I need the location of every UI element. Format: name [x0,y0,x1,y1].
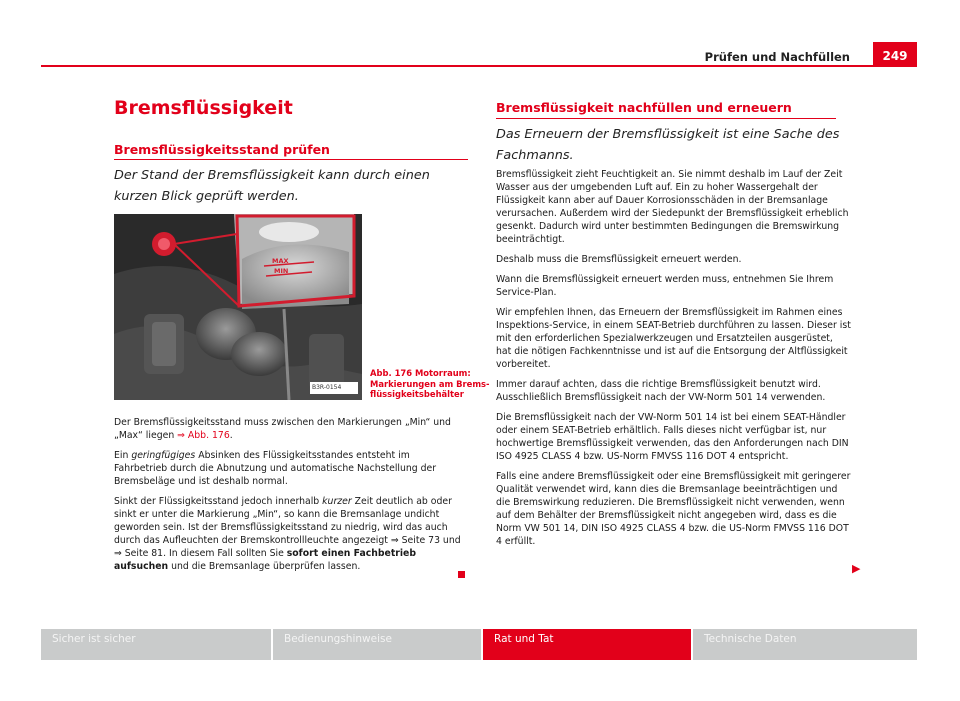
paragraph: Falls eine andere Bremsflüssigkeit oder eine Bremsflüssigkeit mit geringerer Qualität verwendet wird, kann dies die Bremsanlage beeinträchtigen und die Bremswirkung reduzieren. Die Bremsflüssigkeit nicht verwenden, wenn auf dem Behälter der Bremsflüssigkeit nicht angegeben wird, dass es die Norm VW 501 14, DIN ISO 4925 CLASS 4 bzw. die US-Norm FMVSS 116 DOT 4 erfüllt. [496,471,851,547]
text-run: Der Bremsflüssigkeitsstand muss zwischen den Markierungen „Min“ und „Max“ liegen [114,417,451,441]
figure-label-min: MIN [274,267,289,275]
section-heading: Bremsflüssigkeit [114,97,293,119]
figure-link[interactable]: ⇒ Abb. 176 [177,430,230,441]
figure-caption-line: flüssigkeitsbehälter [370,389,464,399]
figure-code: B3R-0154 [312,384,342,391]
paragraph [114,495,462,573]
footer-tab-technical[interactable]: Technische Daten [693,629,917,660]
strong-text: sofort einen Fachbetrieb aufsuchen [114,548,417,572]
lead-text-right: Das Erneuern der Bremsflüssigkeit ist eine Sache des Fachmanns. [496,127,840,163]
paragraph: Die Bremsflüssigkeit nach der VW-Norm 501 14 ist bei einem SEAT-Händler oder einem SEAT-Betrieb erhältlich. Falls dieses nicht verfügbar ist, nur hochwertige Bremsflüssigkeit verwenden, das den Anforderungen nach DIN ISO 4925 CLASS 4 bzw. US-Norm FMVSS 116 DOT 4 entspricht. [496,412,849,462]
paragraph: Deshalb muss die Bremsflüssigkeit erneuert werden. [496,254,742,265]
page-number: 249 [873,42,917,67]
body-text-left [114,416,462,580]
section-end-marker [458,571,465,578]
emphasis: kurzer [322,496,352,507]
running-header-title: Prüfen und Nachfüllen [704,50,850,64]
figure-caption-line: Markierungen am Brems- [370,378,490,389]
text-run: . [229,430,233,441]
figure-caption [370,368,490,400]
paragraph: Immer darauf achten, dass die richtige Bremsflüssigkeit benutzt wird. Ausschließlich Bremsflüssigkeit nach der VW-Norm 501 14 verwenden. [496,379,826,403]
lead-text-left: Der Stand der Bremsflüssigkeit kann durch einen kurzen Blick geprüft werden. [114,168,430,204]
engine-bay-illustration [114,214,362,400]
engine-bay-figure [114,214,362,400]
paragraph [114,416,462,442]
text-run: Absinken des Flüssigkeitsstandes entsteht im Fahrbetrieb durch die Abnutzung und automatische Nachstellung der Bremsbeläge und ist deshalb normal. [114,450,437,487]
text-run: Zeit deutlich ab oder sinkt er unter die Markierung „Min“, so kann die Bremsanlage undicht geworden sein. Ist der Bremsflüssigkeitsstand zu niedrig, wird das auch durch das Aufleuchten der Bremskontrollleuchte angezeigt ⇒ Seite 73 und ⇒ Seite 81. In diesem Fall sollten Sie [114,496,461,559]
text-run: Ein [114,450,132,461]
paragraph: Bremsflüssigkeit zieht Feuchtigkeit an. Sie nimmt deshalb im Lauf der Zeit Wasser aus der umgebenden Luft auf. Ein zu hoher Wassergehalt der Flüssigkeit kann aber auf Dauer Korrosionsschäden in der Bremsanlage verursachen. Außerdem wird der Siedepunkt der Bremsflüssigkeit erheblich gesenkt. Dadurch wird unter bestimmten Bedingungen die Bremswirkung beeinträchtigt. [496,169,849,245]
continue-arrow-icon: ▶ [852,562,861,575]
footer-tab-operation[interactable]: Bedienungshinweise [273,629,481,660]
footer-tab-safety[interactable]: Sicher ist sicher [41,629,271,660]
body-text-right [496,168,851,555]
subheading-rule-left [114,159,468,160]
text-run: Sinkt der Flüssigkeitsstand jedoch innerhalb [114,496,323,507]
paragraph: Wir empfehlen Ihnen, das Erneuern der Bremsflüssigkeit im Rahmen eines Inspektions-Service, in einem SEAT-Betrieb durchführen zu lassen. Dieser ist mit den erforderlichen Spezialwerkzeugen und Ersatzteilen ausgerüstet, hat die nötigen Fachkenntnisse und ist auf die Entsorgung der Altflüssigkeit vorbereitet. [496,307,851,370]
emphasis: geringfügiges [131,450,196,461]
paragraph: Wann die Bremsflüssigkeit erneuert werden muss, entnehmen Sie Ihrem Service-Plan. [496,274,834,298]
subheading-refill: Bremsflüssigkeit nachfüllen und erneuern [496,100,792,115]
subheading-check-level: Bremsflüssigkeitsstand prüfen [114,142,330,157]
subheading-rule-right [496,118,836,119]
header-rule [41,65,917,67]
paragraph [114,449,462,488]
text-run: und die Bremsanlage überprüfen lassen. [168,561,361,572]
figure-caption-line: Abb. 176 Motorraum: [370,368,471,378]
figure-label-max: MAX [272,257,289,265]
footer-tab-advice[interactable]: Rat und Tat [483,629,691,660]
